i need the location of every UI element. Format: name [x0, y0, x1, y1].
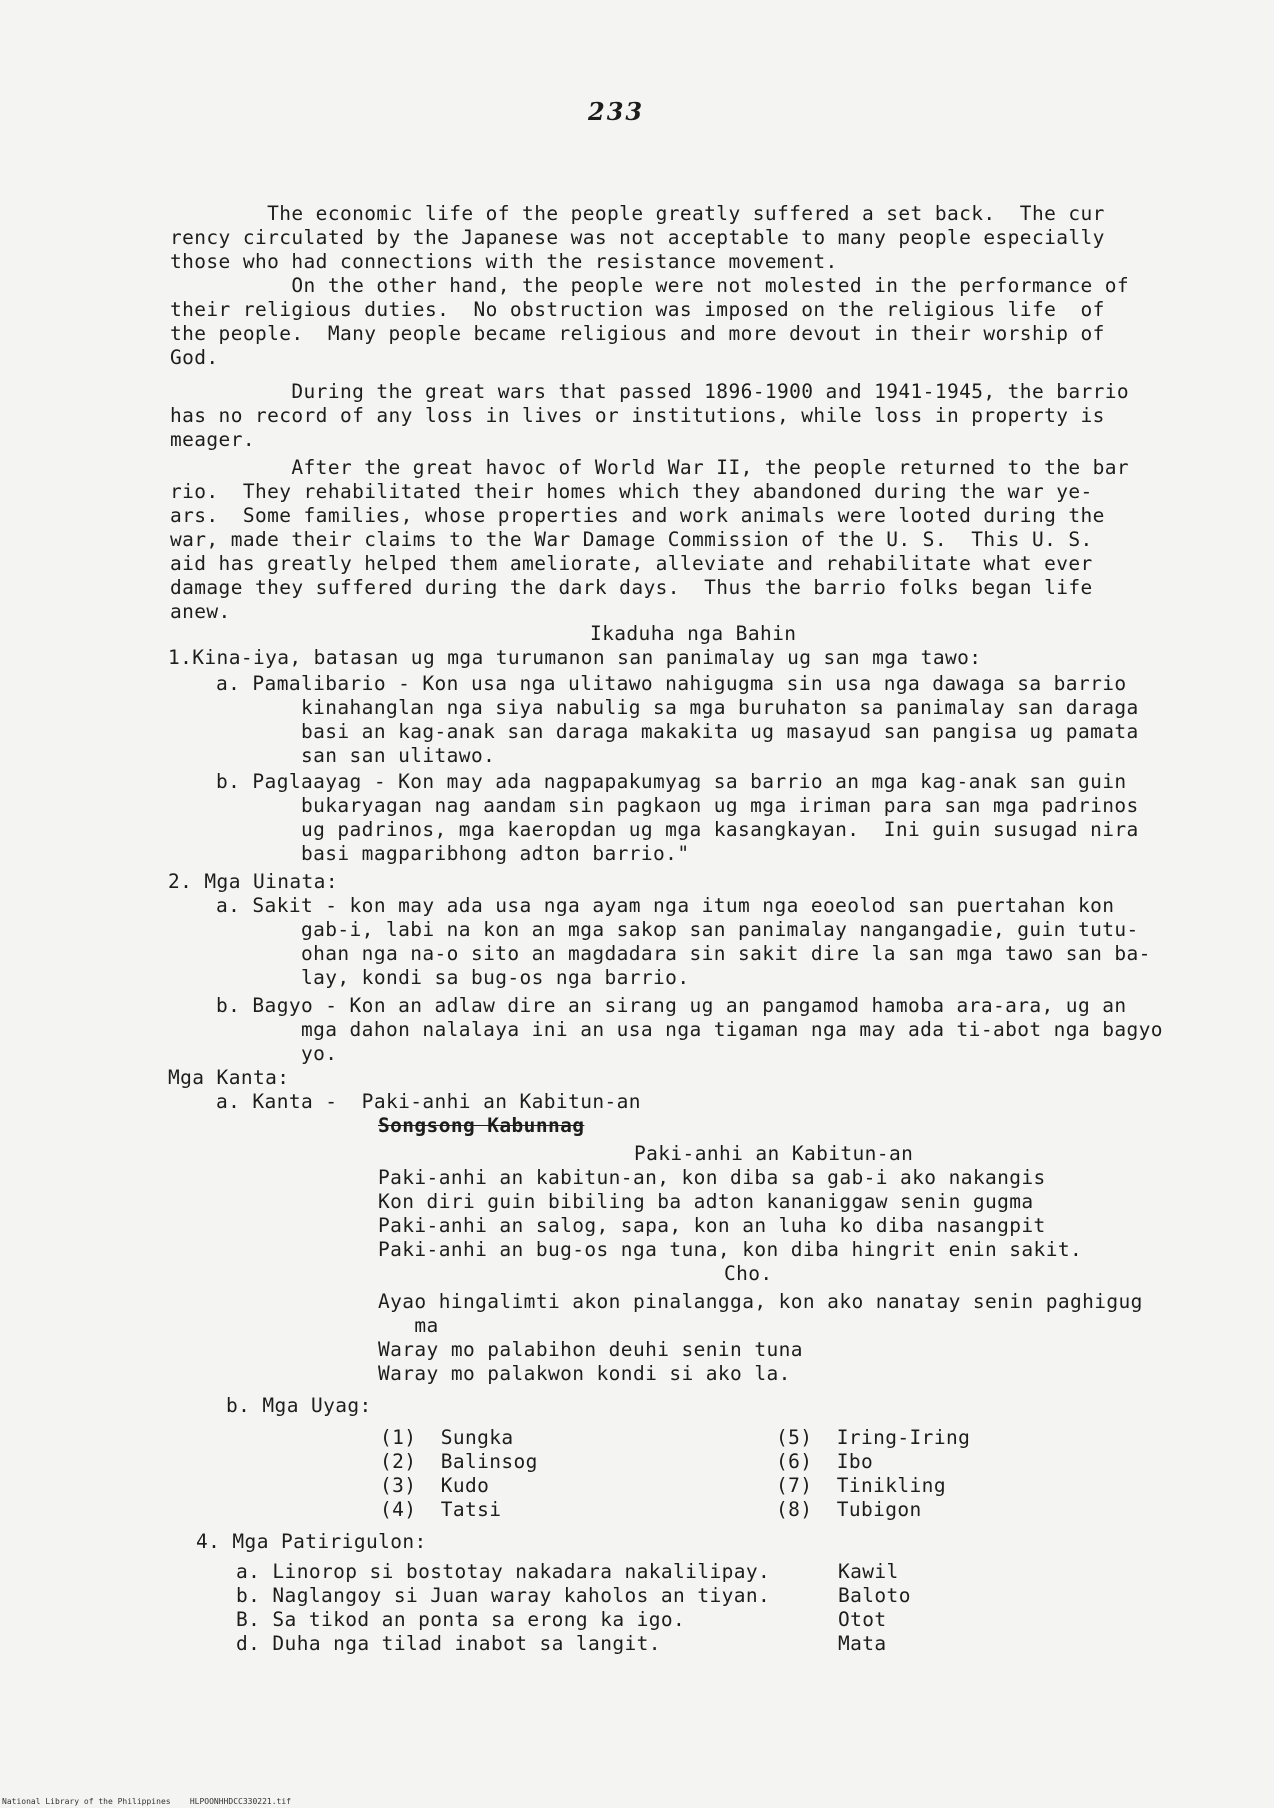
verse-line: Paki-anhi an salog, sapa, kon an luha ko diba nasangpit [378, 1214, 1046, 1237]
struck-text: Songsong Kabunnag [378, 1114, 585, 1137]
text-line: those who had connections with the resistance movement. [170, 250, 838, 273]
text-line: basi magparibhong adton barrio." [216, 842, 690, 865]
verse-line: Kon diri guin bibiling ba adton kananiggaw senin gugma [378, 1190, 1034, 1213]
text-line: meager. [170, 428, 255, 451]
text-line: God. [170, 346, 219, 369]
text-line: lay, kondi sa bug-os nga barrio. [216, 966, 690, 989]
part-heading: Mga Kanta: [168, 1066, 290, 1089]
game-item: (6) Ibo [776, 1450, 874, 1473]
text-line: san san ulitawo. [216, 744, 496, 767]
section-title: Ikaduha nga Bahin [590, 622, 797, 645]
text-line: damage they suffered during the dark days. Thus the barrio folks began life [170, 576, 1093, 599]
text-line: a. Pamalibario - Kon usa nga ulitawo nahigugma sin usa nga dawaga sa barrio [216, 672, 1127, 695]
game-item: (1) Sungka [380, 1426, 514, 1449]
riddle-question: B. Sa tikod an ponta sa erong ka igo. [236, 1608, 686, 1631]
song-line: a. Kanta - Paki-anhi an Kabitun-an [216, 1090, 641, 1113]
chorus-line: ma [378, 1314, 439, 1337]
text-line: After the great havoc of World War II, the people returned to the bar [170, 456, 1130, 479]
text-line: the people. Many people became religious and more devout in their worship of [170, 322, 1105, 345]
riddle-answer: Baloto [838, 1584, 911, 1607]
riddle-question: d. Duha nga tilad inabot sa langit. [236, 1632, 661, 1655]
part-heading: 4. Mga Patirigulon: [196, 1530, 427, 1553]
riddle-question: b. Naglangoy si Juan waray kaholos an tiyan. [236, 1584, 771, 1607]
text-line: has no record of any loss in lives or institutions, while loss in property is [170, 404, 1105, 427]
text-line: gab-i, labi na kon an mga sakop san panimalay nangangadie, guin tutu- [216, 918, 1139, 941]
game-item: (7) Tinikling [776, 1474, 946, 1497]
chorus-label: Cho. [724, 1262, 773, 1285]
game-item: (4) Tatsi [380, 1498, 502, 1521]
text-line: During the great wars that passed 1896-1900 and 1941-1945, the barrio [170, 380, 1130, 403]
text-line: aid has greatly helped them ameliorate, alleviate and rehabilitate what ever [170, 552, 1093, 575]
text-line: anew. [170, 600, 231, 623]
chorus-line: Waray mo palakwon kondi si ako la. [378, 1362, 791, 1385]
text-line: a. Sakit - kon may ada usa nga ayam nga itum nga eoeolod san puertahan kon [216, 894, 1115, 917]
text-line: kinahanglan nga siya nabulig sa mga buruhaton sa panimalay san daraga [216, 696, 1139, 719]
part-heading: 1.Kina-iya, batasan ug mga turumanon san panimalay ug san mga tawo: [168, 646, 982, 669]
game-item: (2) Balinsog [380, 1450, 538, 1473]
text-line: rency circulated by the Japanese was not acceptable to many people especially [170, 226, 1105, 249]
text-line: mga dahon nalalaya ini an usa nga tigaman nga may ada ti-abot nga bagyo [216, 1018, 1163, 1041]
text-line: bukaryagan nag aandam sin pagkaon ug mga iriman para san mga padrinos [216, 794, 1139, 817]
verse-line: Paki-anhi an bug-os nga tuna, kon diba hingrit enin sakit. [378, 1238, 1083, 1261]
text-line: rio. They rehabilitated their homes which they abandoned during the war ye- [170, 480, 1093, 503]
text-line: b. Bagyo - Kon an adlaw dire an sirang ug an pangamod hamoba ara-ara, ug an [216, 994, 1127, 1017]
text-line: b. Paglaayag - Kon may ada nagpapakumyag sa barrio an mga kag-anak san guin [216, 770, 1127, 793]
text-line: ug padrinos, mga kaeropdan ug mga kasangkayan. Ini guin susugad nira [216, 818, 1139, 841]
footer-caption: National Library of the Philippines HLPOONHHDCC330221.tif [2, 1797, 291, 1806]
text-line: ohan nga na-o sito an magdadara sin sakit dire la san mga tawo san ba- [216, 942, 1151, 965]
page-number: 233 [588, 97, 645, 126]
riddle-answer: Mata [838, 1632, 887, 1655]
riddle-question: a. Linorop si bostotay nakadara nakalilipay. [236, 1560, 771, 1583]
game-item: (3) Kudo [380, 1474, 490, 1497]
games-label: b. Mga Uyag: [226, 1394, 372, 1417]
text-line: war, made their claims to the War Damage Commission of the U. S. This U. S. [170, 528, 1093, 551]
part-heading: 2. Mga Uinata: [168, 870, 338, 893]
chorus-line: Waray mo palabihon deuhi senin tuna [378, 1338, 803, 1361]
game-item: (5) Iring-Iring [776, 1426, 971, 1449]
text-line: On the other hand, the people were not molested in the performance of [170, 274, 1130, 297]
riddle-answer: Kawil [838, 1560, 899, 1583]
text-line: their religious duties. No obstruction was imposed on the religious life of [170, 298, 1105, 321]
text-line: basi an kag-anak san daraga makakita ug masayud san pangisa ug pamata [216, 720, 1139, 743]
text-line: yo. [216, 1042, 338, 1065]
verse-line: Paki-anhi an kabitun-an, kon diba sa gab-i ako nakangis [378, 1166, 1046, 1189]
text-line: ars. Some families, whose properties and work animals were looted during the [170, 504, 1105, 527]
text-line: The economic life of the people greatly suffered a set back. The cur [170, 202, 1105, 225]
game-item: (8) Tubigon [776, 1498, 922, 1521]
chorus-line: Ayao hingalimti akon pinalangga, kon ako nanatay senin paghigug [378, 1290, 1143, 1313]
song-title: Paki-anhi an Kabitun-an [634, 1142, 914, 1165]
riddle-answer: Otot [838, 1608, 887, 1631]
